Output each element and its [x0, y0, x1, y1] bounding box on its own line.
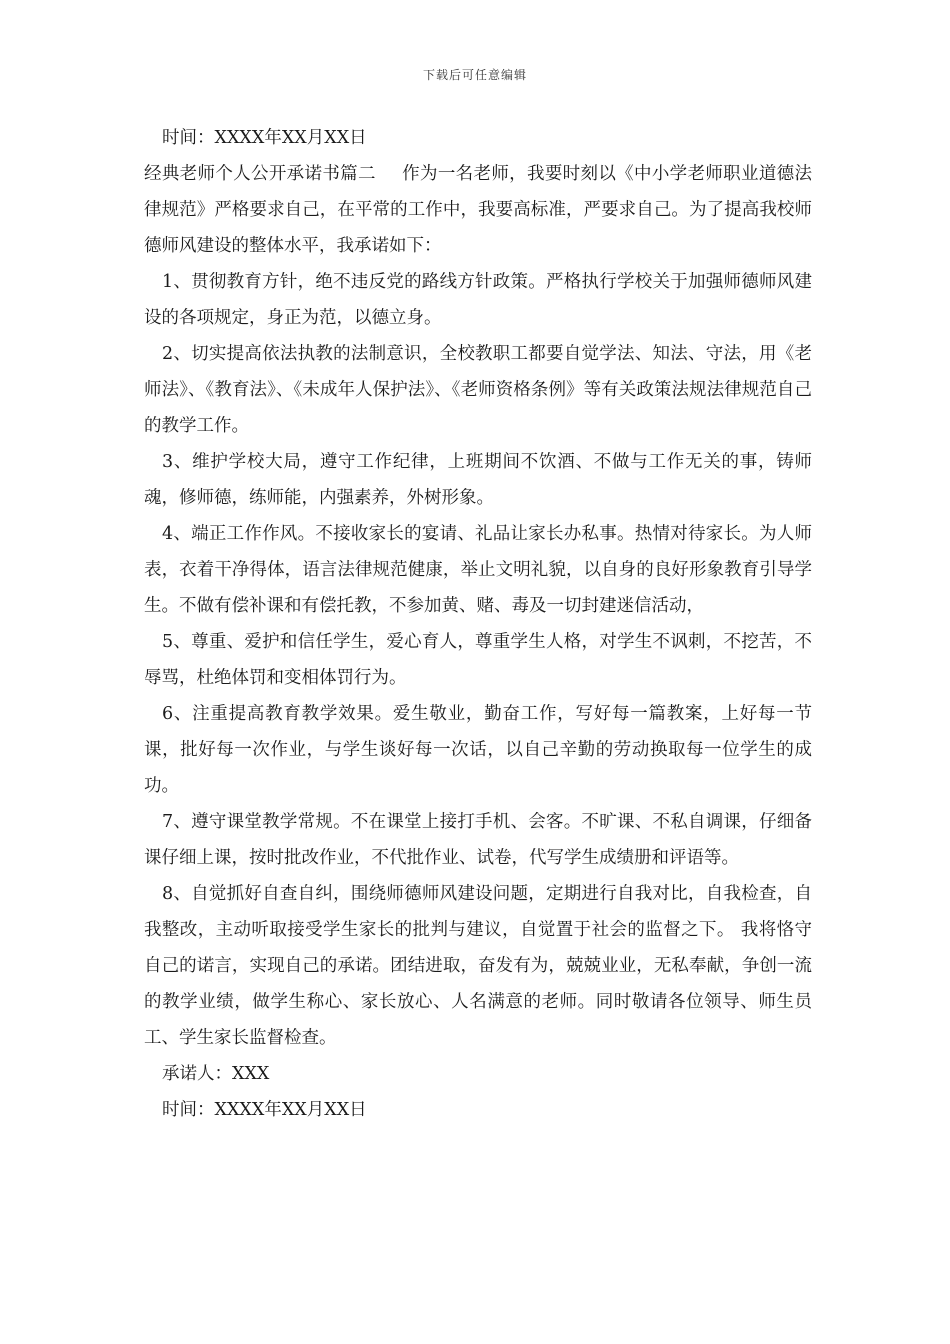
- time-line-bottom: 时间：XXXX年XX月XX日: [162, 1100, 367, 1120]
- pledge-item-2: 2、切实提高依法执教的法制意识，全校教职工都要自觉学法、知法、守法，用《老师法》、《教育法》、《未成年人保护法》、《老师资格条例》等有关政策法规法律规范自己的教学工作。: [144, 344, 812, 436]
- pledge-item-8: 8、自觉抓好自查自纠，围绕师德师风建设问题，定期进行自我对比，自我检查，自我整改，主动听取接受学生家长的批判与建议，自觉置于社会的监督之下。 我将恪守自己的诺言，实现自己的承诺。团结进取，奋发有为，兢兢业业，无私奉献，争创一流的教学业绩，做学生称心、家长放心、人名满意的老师。同时敬请各位领导、师生员工、学生家长监督检查。: [144, 884, 812, 1048]
- title-and-intro-paragraph: [144, 156, 812, 264]
- pledge-item-3: 3、维护学校大局，遵守工作纪律，上班期间不饮酒、不做与工作无关的事，铸师魂，修师德，练师能，内强素养，外树形象。: [144, 452, 812, 508]
- pledge-item-6: 6、注重提高教育教学效果。爱生敬业，勤奋工作，写好每一篇教案，上好每一节课，批好每一次作业，与学生谈好每一次话，以自己辛勤的劳动换取每一位学生的成功。: [144, 704, 812, 796]
- pledge-item-1: 1、贯彻教育方针，绝不违反党的路线方针政策。严格执行学校关于加强师德师风建设的各项规定，身正为范，以德立身。: [144, 272, 812, 328]
- document-body: [144, 120, 812, 1128]
- pledge-item-4: 4、端正工作作风。不接收家长的宴请、礼品让家长办私事。热情对待家长。为人师表，衣着干净得体，语言法律规范健康，举止文明礼貌，以自身的良好形象教育引导学生。不做有偿补课和有偿托教，不参加黄、赌、毒及一切封建迷信活动，: [144, 524, 812, 616]
- pledge-item-7: 7、遵守课堂教学常规。不在课堂上接打手机、会客。不旷课、不私自调课，仔细备课仔细上课，按时批改作业，不代批作业、试卷，代写学生成绩册和评语等。: [144, 812, 812, 868]
- header-note: 下载后可任意编辑: [422, 68, 527, 82]
- signer-line: 承诺人：XXX: [162, 1064, 270, 1084]
- pledge-item-5: 5、尊重、爱护和信任学生，爱心育人，尊重学生人格，对学生不讽刺，不挖苦，不辱骂，杜绝体罚和变相体罚行为。: [144, 632, 812, 688]
- intro-text: 作为一名老师，我要时刻以《中小学老师职业道德法律规范》严格要求自己，在平常的工作中，我要高标准，严要求自己。为了提高我校师德师风建设的整体水平，我承诺如下：: [144, 164, 813, 256]
- document-title: 经典老师个人公开承诺书篇二: [144, 164, 376, 184]
- time-line-top: 时间：XXXX年XX月XX日: [162, 128, 367, 148]
